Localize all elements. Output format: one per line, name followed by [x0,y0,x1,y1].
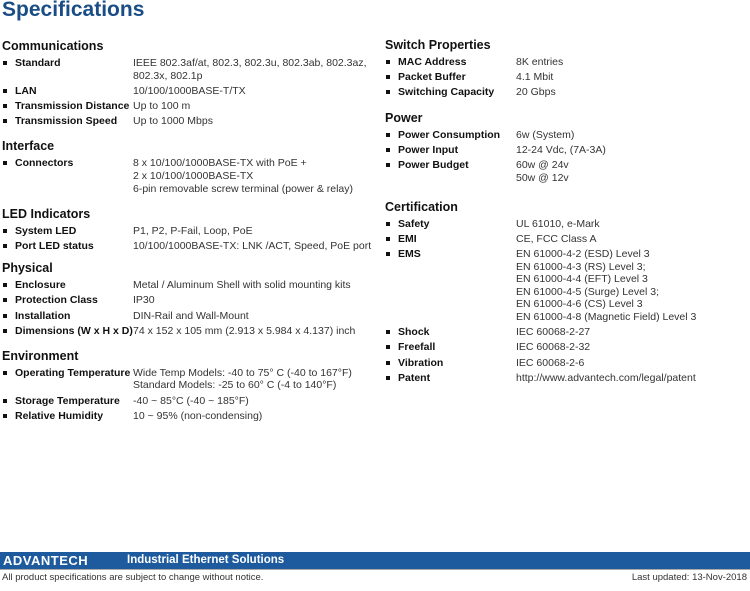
spec-value: 10 ~ 95% (non-condensing) [133,409,263,422]
spec-value: IEC 60068-2-32 [516,341,591,354]
spec-row [385,86,745,101]
spec-row [385,144,745,159]
spec-value: DIN-Rail and Wall-Mount [133,309,249,322]
spec-value: Standard Models: -25 to 60° C (-4 to 140°F) [133,379,337,392]
spec-value: P1, P2, P-Fail, Loop, PoE [133,224,253,237]
brand-logo: ADVANTECH [3,553,89,568]
spec-row [2,410,372,425]
spec-label: Vibration [398,356,444,369]
spec-row [385,248,745,326]
spec-row [385,326,745,341]
spec-label: Switching Capacity [398,86,495,99]
spec-label: Enclosure [15,279,66,292]
spec-row [2,100,372,115]
spec-label: EMS [398,248,421,261]
spec-label: Storage Temperature [15,394,120,407]
spec-value: EN 61000-4-4 (EFT) Level 3 [516,273,648,286]
spec-row [2,240,372,255]
spec-section [2,260,372,340]
spec-row [2,115,372,130]
spec-value: EN 61000-4-5 (Surge) Level 3; [516,285,659,298]
spec-label: Freefall [398,341,436,354]
spec-row [2,225,372,240]
spec-section [2,206,372,255]
spec-label: Installation [15,309,71,322]
spec-label: EMI [398,232,417,245]
spec-value: CE, FCC Class A [516,232,597,245]
spec-row [385,341,745,356]
right-spec-column [385,37,745,387]
spec-value: 6w (System) [516,128,575,141]
footer-title: Industrial Ethernet Solutions [127,554,285,566]
last-updated: Last updated: 13-Nov-2018 [631,572,747,583]
spec-value: 4.1 Mbit [516,71,554,84]
spec-row [2,294,372,309]
spec-label: Safety [398,217,430,230]
spec-label: Power Input [398,143,459,156]
spec-row [385,372,745,387]
spec-row [385,129,745,144]
spec-label: Transmission Distance [15,99,130,112]
spec-value: Metal / Aluminum Shell with solid mounting kits [133,279,351,292]
spec-row [385,233,745,248]
spec-row [385,56,745,71]
spec-row [2,310,372,325]
spec-value: IEC 60068-2-27 [516,326,591,339]
spec-label: Operating Temperature [15,366,131,379]
spec-section [2,348,372,425]
spec-value: 6-pin removable screw terminal (power & relay) [133,182,353,195]
disclaimer-note: All product specifications are subject to change without notice. [2,572,264,583]
left-spec-column [2,38,372,425]
section-heading: Interface [2,139,55,154]
spec-value: 10/100/1000BASE-T/TX [133,84,246,97]
spec-value: IEEE 802.3af/at, 802.3, 802.3u, 802.3ab, 802.3az, [133,57,367,69]
spec-label: Connectors [15,157,74,170]
page-title: Specifications [2,0,145,21]
spec-row [2,279,372,294]
spec-label: Port LED status [15,239,94,252]
spec-label: System LED [15,224,77,237]
spec-label: Standard [15,57,61,69]
section-heading: Power [385,110,423,125]
spec-value: 20 Gbps [516,86,556,99]
spec-value: 12-24 Vdc, (7A-3A) [516,143,606,156]
spec-row [2,85,372,100]
spec-value: http://www.advantech.com/legal/patent [516,371,696,384]
spec-value: EN 61000-4-3 (RS) Level 3; [516,260,646,273]
section-heading: LED Indicators [2,206,91,221]
footer-divider [0,569,750,570]
spec-label: Relative Humidity [15,409,104,422]
spec-label: Transmission Speed [15,115,118,128]
spec-row [385,71,745,86]
spec-value: -40 ~ 85°C (-40 ~ 185°F) [133,394,249,407]
spec-section [385,199,745,387]
spec-value: 8K entries [516,56,564,68]
spec-section [2,138,372,197]
spec-value: EN 61000-4-2 (ESD) Level 3 [516,248,650,261]
spec-value: 50w @ 12v [516,171,569,184]
spec-value: 2 x 10/100/1000BASE-TX [133,169,254,182]
spec-label: Patent [398,371,431,384]
spec-label: Power Budget [398,158,469,171]
section-heading: Certification [385,199,458,214]
spec-value: Wide Temp Models: -40 to 75° C (-40 to 167°F) [133,366,352,379]
section-heading: Environment [2,348,79,363]
spec-row [385,159,745,187]
spec-value: Up to 1000 Mbps [133,115,213,128]
spec-section [2,38,372,130]
spec-row [2,395,372,410]
spec-value: IP30 [133,294,155,307]
spec-value: 74 x 152 x 105 mm (2.913 x 5.984 x 4.137) inch [133,324,356,337]
spec-row [2,57,372,85]
spec-value: 60w @ 24v [516,158,569,171]
spec-value: IEC 60068-2-6 [516,356,585,369]
spec-row [385,218,745,233]
spec-value: EN 61000-4-8 (Magnetic Field) Level 3 [516,311,697,324]
spec-label: LAN [15,84,37,97]
spec-row [2,157,372,197]
spec-label: Protection Class [15,294,98,307]
spec-row [385,357,745,372]
spec-value: EN 61000-4-6 (CS) Level 3 [516,298,643,311]
spec-label: Dimensions (W x H x D) [15,324,133,337]
section-heading: Communications [2,39,104,53]
spec-value: 10/100/1000BASE-TX: LNK /ACT, Speed, PoE port [133,239,372,252]
spec-row [2,367,372,395]
spec-label: Packet Buffer [398,71,466,84]
section-heading: Switch Properties [385,38,491,52]
spec-value: 8 x 10/100/1000BASE-TX with PoE + [133,157,307,170]
spec-row [2,325,372,340]
section-heading: Physical [2,261,53,276]
spec-value: 802.3x, 802.1p [133,69,203,82]
spec-value: UL 61010, e-Mark [516,217,600,230]
spec-label: Power Consumption [398,128,501,141]
spec-label: Shock [398,326,430,339]
spec-value: Up to 100 m [133,99,191,112]
spec-label: MAC Address [398,56,467,68]
spec-section [385,37,745,102]
spec-section [385,110,745,187]
